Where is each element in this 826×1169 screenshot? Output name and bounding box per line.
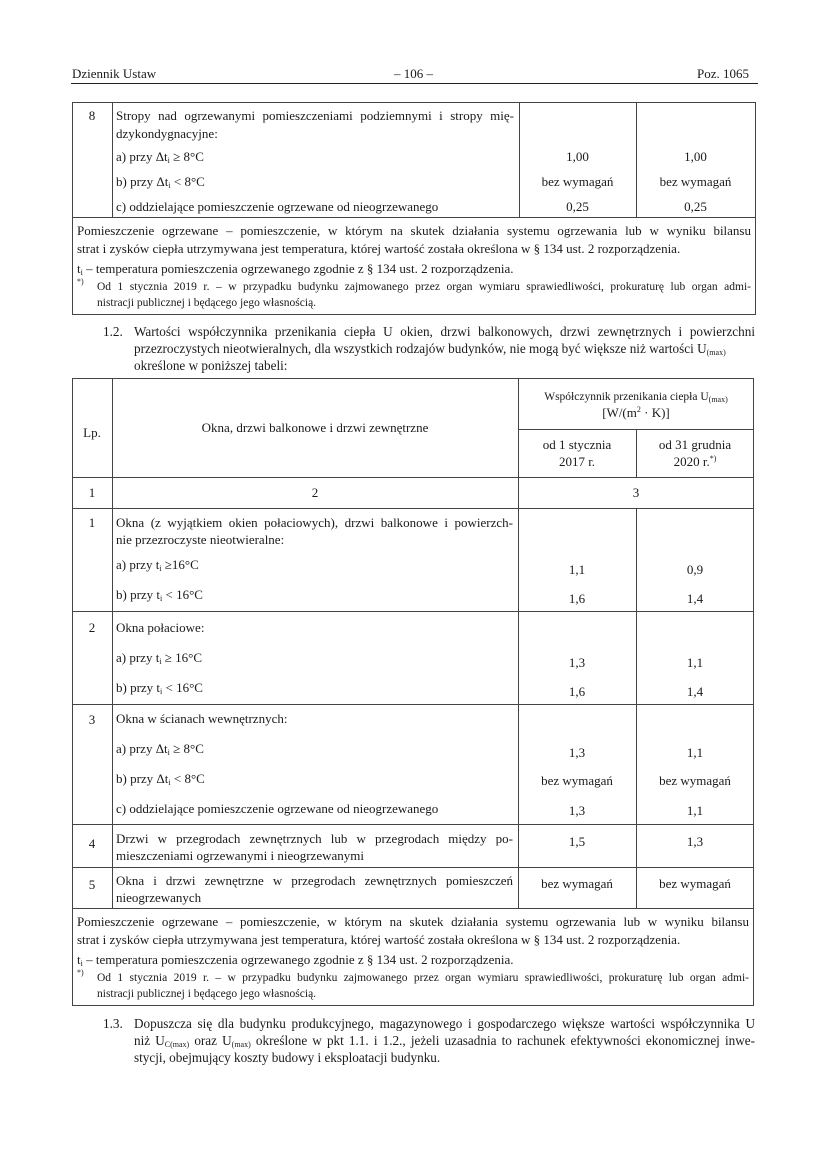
value-2020: 1,4 — [686, 684, 704, 699]
footnote-text: Od 1 stycznia 2019 r. – w przypadku budynku zajmowanego przez organ wymiaru sprawiedliwości, prokuraturę lub organ admi- — [97, 281, 751, 293]
journal-title: Dziennik Ustaw — [72, 66, 157, 81]
table-2-row-divider — [72, 704, 754, 705]
value-2017: 1,1 — [568, 562, 586, 577]
header-unit: $[W/(m^2 \cdot K)]$ — [602, 405, 670, 420]
row-number: 2 — [88, 620, 96, 635]
note-heated-room: strat i zysków ciepła utrzymywana jest temperatura, której wartość została określona w § 134 ust. 2 rozporządzenia. — [77, 932, 681, 947]
section-text: Dopuszcza się dla budynku produkcyjnego, magazynowego i gospodarczego większe wartości współczynnika U — [134, 1016, 755, 1031]
value-2017: bez wymagań — [541, 174, 614, 189]
value-2020: bez wymagań — [659, 876, 731, 891]
row-item-label: b) przy $\Delta t_i < 8^\circ C$ — [116, 771, 205, 787]
row-title: nieogrzewanych — [116, 890, 202, 905]
row-title: Okna w ścianach wewnętrznych: — [116, 711, 288, 726]
row-title: dzykondygnacyjne: — [116, 126, 218, 141]
table-2-row-divider — [72, 824, 754, 825]
header-coefficient: Współczynnik przenikania ciepła $U_{(max)}$ — [544, 391, 728, 404]
value-2017: 1,6 — [568, 591, 586, 606]
row-item-label: c) oddzielające pomieszczenie ogrzewane od nieogrzewanego — [116, 199, 439, 214]
table-2-row-divider — [72, 508, 754, 509]
footnote-mark: *) — [77, 277, 84, 286]
row-title: Stropy nad ogrzewanymi pomieszczeniami podziemnymi i stropy mię- — [116, 108, 514, 123]
row-title: Drzwi w przegrodach zewnętrznych lub w przegrodach między po- — [116, 831, 513, 846]
row-number: 5 — [88, 877, 96, 892]
note-ti-definition: $t_i$ – temperatura pomieszczenia ogrzewanego zgodnie z § 134 ust. 2 rozporządzenia. — [77, 952, 514, 968]
row-title: Okna (z wyjątkiem okien połaciowych), drzwi balkonowe i powierzch- — [116, 515, 513, 530]
header-rule — [71, 83, 758, 84]
value-2020: 1,1 — [686, 803, 704, 818]
value-2017: 1,00 — [566, 149, 589, 164]
footnote-text: nistracji publicznej i będącego jego własnością. — [97, 297, 317, 309]
value-2017: 1,3 — [568, 655, 586, 670]
table-2-notes-divider — [72, 908, 754, 909]
footnote-mark: *) — [77, 968, 84, 977]
footnote-text: Od 1 stycznia 2019 r. – w przypadku budynku zajmowanego przez organ wymiaru sprawiedliwości, prokuraturę lub organ admi- — [97, 972, 749, 984]
row-item-label: b) przy $t_i < 16^\circ C$ — [116, 587, 203, 603]
section-text: przezroczystych nieotwieralnych, dla wszystkich rodzajów budynków, nie mogą być większe niż wartości $U_{(max)}$ — [134, 341, 726, 357]
row-number: 4 — [88, 836, 96, 851]
column-number: 3 — [632, 485, 640, 500]
row-item-label: a) przy $\Delta t_i \ge 8^\circ C$ — [116, 741, 204, 757]
header-2020: 2020 r.*) — [673, 454, 717, 469]
value-2020: 1,00 — [684, 149, 707, 164]
header-description: Okna, drzwi balkonowe i drzwi zewnętrzne — [201, 420, 429, 435]
row-title: Okna i drzwi zewnętrzne w przegrodach zewnętrznych pomieszczeń — [116, 873, 513, 888]
note-heated-room: strat i zysków ciepła utrzymywana jest temperatura, której wartość została określona w § 134 ust. 2 rozporządzenia. — [77, 241, 681, 256]
page-number: – 106 – — [394, 66, 433, 81]
note-heated-room: Pomieszczenie ogrzewane – pomieszczenie, w którym na skutek działania systemu ogrzewania lub w wyniku bilansu — [77, 223, 751, 238]
footnote-text: nistracji publicznej i będącego jego własnością. — [97, 988, 317, 1000]
value-2017: bez wymagań — [541, 876, 613, 891]
row-number: 8 — [88, 108, 96, 123]
value-2017: 1,3 — [568, 745, 586, 760]
row-item-label: a) przy $\Delta t_i \ge 8^\circ C$ — [116, 149, 204, 165]
table-2-row-divider — [72, 867, 754, 868]
table-2-row-divider — [518, 429, 754, 430]
row-item-label: b) przy $t_i < 16^\circ C$ — [116, 680, 203, 696]
section-text: Wartości współczynnika przenikania ciepła U okien, drzwi balkonowych, drzwi zewnętrznych i powierzchni — [134, 324, 755, 339]
section-text: stycji, obejmujący koszty budowy i eksploatacji budynku. — [134, 1050, 441, 1065]
row-number: 3 — [88, 712, 96, 727]
note-heated-room: Pomieszczenie ogrzewane – pomieszczenie, w którym na skutek działania systemu ogrzewania lub w wyniku bilansu — [77, 914, 749, 929]
row-item-label: a) przy $t_i \ge 16^\circ C$ — [116, 557, 199, 573]
value-2017: 0,25 — [566, 199, 589, 214]
row-title: Okna połaciowe: — [116, 620, 205, 635]
value-2017: 1,5 — [568, 834, 586, 849]
row-item-label: b) przy $\Delta t_i < 8^\circ C$ — [116, 174, 205, 190]
row-title: nie przezroczyste nieotwieralne: — [116, 532, 285, 547]
note-ti-definition: $t_i$ – temperatura pomieszczenia ogrzewanego zgodnie z § 134 ust. 2 rozporządzenia. — [77, 261, 514, 277]
row-number: 1 — [88, 515, 96, 530]
value-2017: 1,6 — [568, 684, 586, 699]
section-number: 1.3. — [103, 1016, 123, 1031]
value-2020: 1,1 — [686, 745, 704, 760]
value-2020: 0,9 — [686, 562, 704, 577]
section-number: 1.2. — [103, 324, 123, 339]
table-2-col-divider — [112, 378, 113, 908]
row-item-label: a) przy $t_i \ge 16^\circ C$ — [116, 650, 203, 666]
column-number: 1 — [88, 485, 96, 500]
value-2020: 1,4 — [686, 591, 704, 606]
value-2020: bez wymagań — [659, 773, 731, 788]
value-2020: 1,1 — [686, 655, 704, 670]
value-2017: 1,3 — [568, 803, 586, 818]
value-2017: bez wymagań — [541, 773, 613, 788]
value-2020: bez wymagań — [659, 174, 732, 189]
column-number: 2 — [311, 485, 319, 500]
section-text: określone w poniższej tabeli: — [134, 358, 288, 373]
header-2017: 2017 r. — [558, 454, 596, 469]
section-text: niż $U_{C(max)}$ oraz $U_{(max)}$ określone w pkt 1.1. i 1.2., jeżeli uzasadnia to rachunek efektywności ekonomicznej inwe- — [134, 1033, 755, 1049]
header-2020: od 31 grudnia — [658, 437, 732, 452]
value-2020: 1,3 — [686, 834, 704, 849]
header-2017: od 1 stycznia — [542, 437, 612, 452]
header-lp: Lp. — [83, 425, 101, 440]
value-2020: 0,25 — [684, 199, 707, 214]
table-1-notes-divider — [72, 217, 756, 218]
table-1-col-divider — [112, 102, 113, 217]
row-title: mieszczeniami ogrzewanymi i nieogrzewanymi — [116, 848, 364, 863]
position-number: Poz. 1065 — [697, 66, 749, 81]
table-2-row-divider — [72, 477, 754, 478]
table-2-row-divider — [72, 611, 754, 612]
row-item-label: c) oddzielające pomieszczenie ogrzewane od nieogrzewanego — [116, 801, 439, 816]
